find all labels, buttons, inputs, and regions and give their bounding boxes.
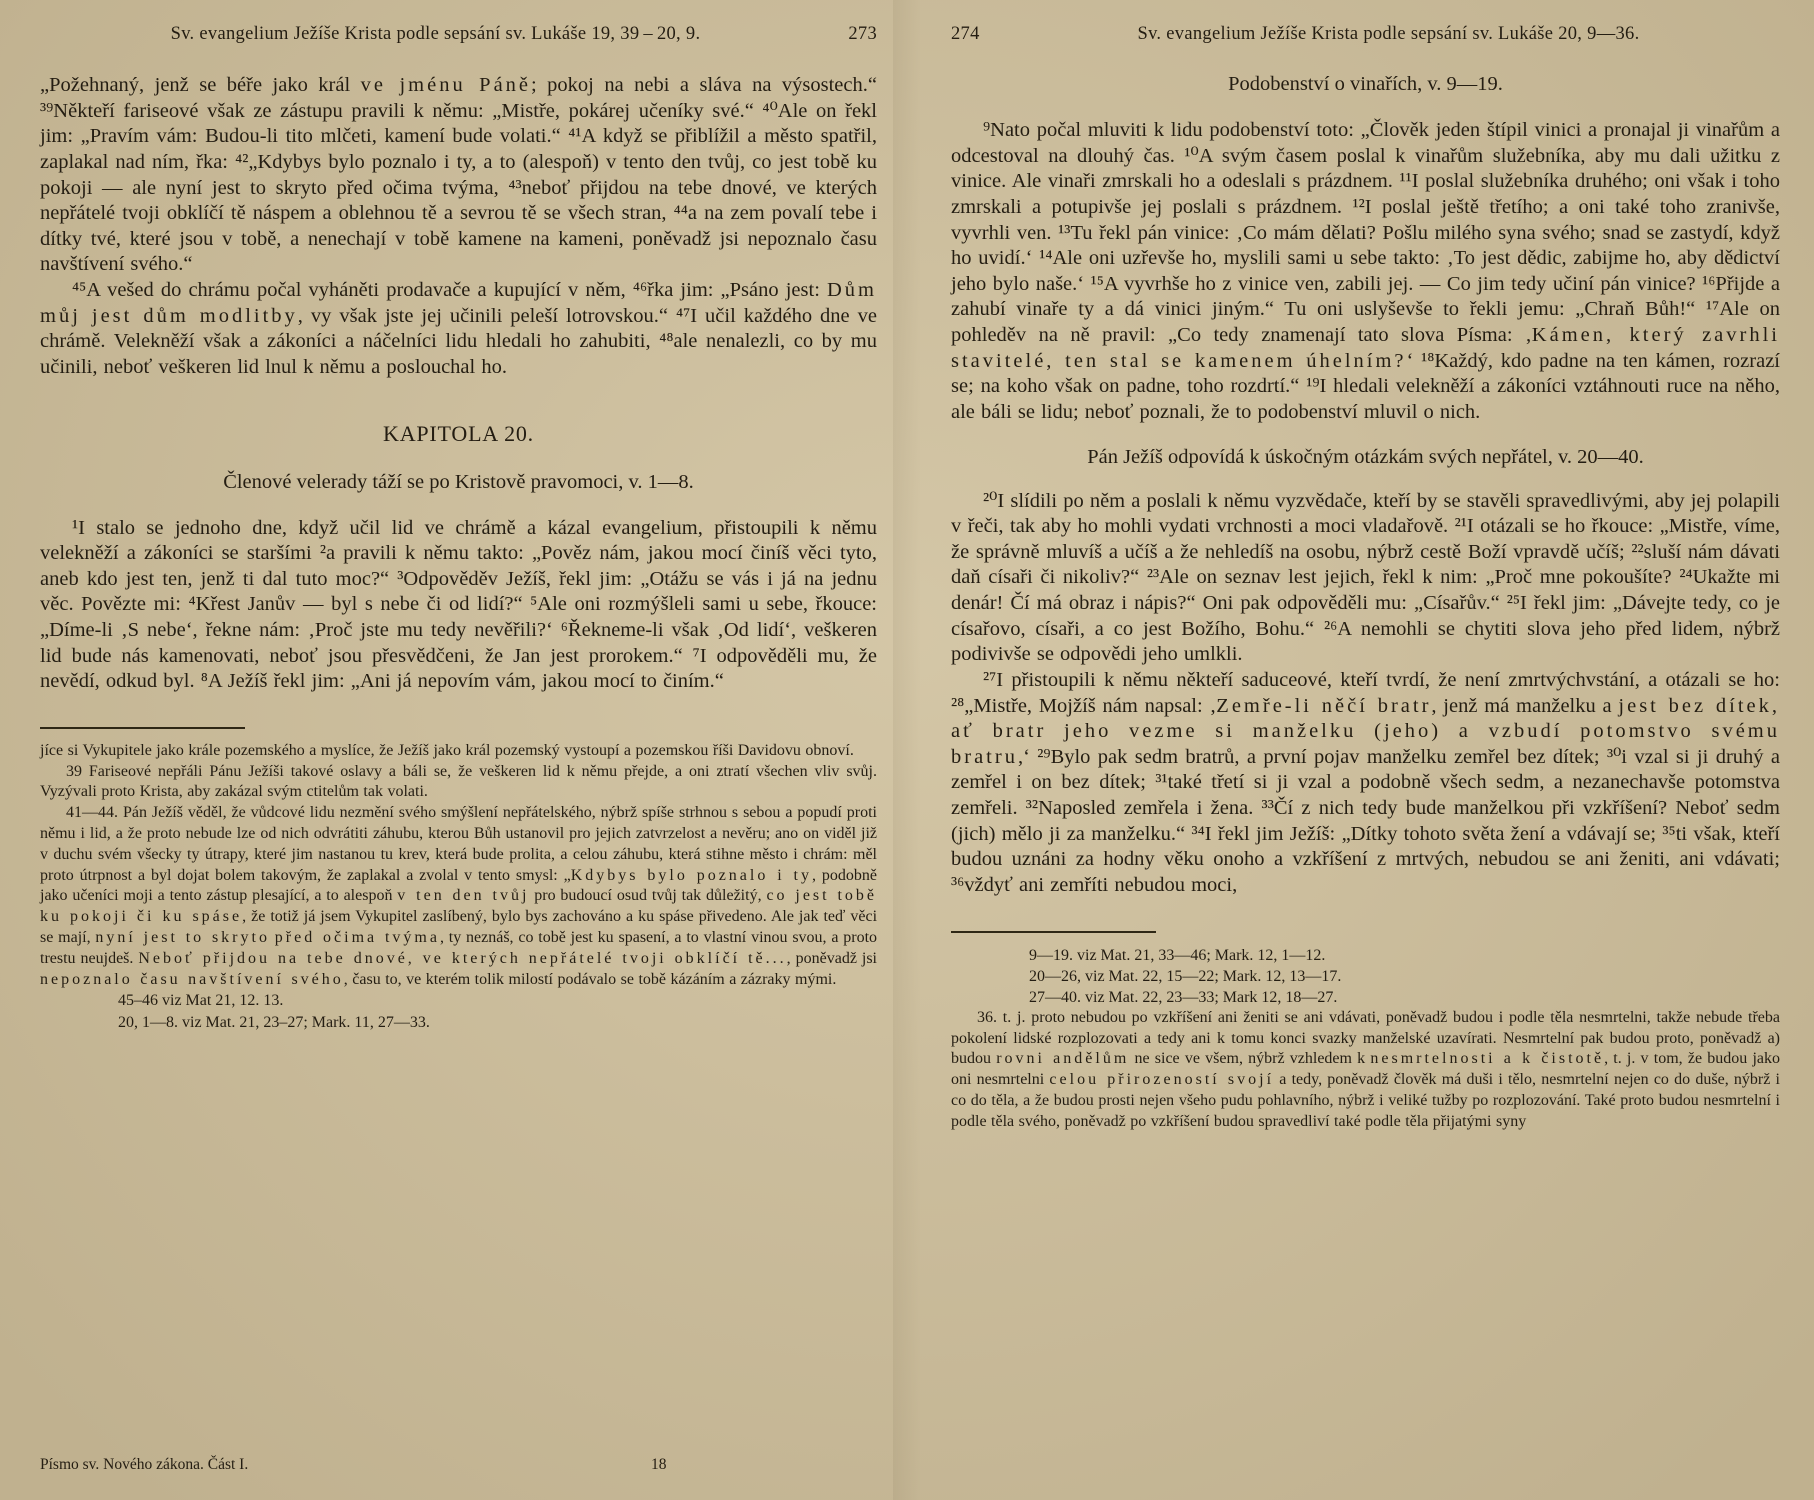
footnote [40, 803, 877, 990]
text-run: , že totiž já jsem Vykupitel zaslíbený, bylo bys zachováno a ku spáse přivedeno. Ale jak teď věci se mají, [40, 908, 878, 947]
text-run: ⁴⁵A vešed do chrámu počal vyháněti prodavače a kupující v něm, ⁴⁶řka jim: „Psáno jest: [72, 279, 827, 301]
footnote-block [951, 931, 1780, 1133]
spaced-text: celou přirozeností svojí [1049, 1071, 1275, 1089]
text-run: , vy však jste jej učinili peleší lotrovskou.“ ⁴⁷I učil každého dne ve chrámě. Velekněží však a zákoníci a náčelníci lidu hledali ho zahubiti, ⁴⁸ale nenalezli, co by mu učinili, neboť veškeren lid lnul k němu a poslouchal ho. [40, 304, 877, 378]
page-footer [40, 1456, 877, 1474]
footnote-reference: 45–46 viz Mat 21, 12. 13. [118, 992, 284, 1010]
text-run: pro budoucí osud tvůj tak důležitý, [529, 887, 767, 905]
footnote-reference: 20, 1—8. viz Mat. 21, 23–27; Mark. 11, 27—33. [118, 1013, 430, 1031]
spaced-text: nesmrtelnosti a k čistotě [1370, 1050, 1605, 1068]
text-run: jíce si Vykupitele jako krále pozemského a myslíce, že Ježíš jako král pozemský vystoupí a pozemskou říši Davidovu obnoví. [40, 741, 854, 759]
spaced-text: rovni andělům [996, 1050, 1130, 1068]
text-run: ,‘ ²⁹Bylo pak sedm bratrů, a první pojav manželku zemřel bez dítek; ³⁰i vzal si ji druhý a zemřel i on bez dítek; ³¹také třetí si ji vzal a podobně všech sedm, a nezanechavše potomstva zemřeli. ³²Naposled zemřela i žena. ³³Čí z nich tedy bude manželkou při vzkříšení? Neboť sedm (jich) mělo ji za manželku.“ ³⁴I řekl jim Ježíš: „Dítky tohoto světa žení a vdávají se; ³⁵ti však, kteří budou uznáni za hodny věku onoho a vzkříšení z mrtvých, nebudou se ani ženiti, ani vdávati; ³⁶vždyť ani zemříti nebudou moci, [951, 745, 1780, 896]
footnote-separator [40, 727, 245, 729]
text-run: ¹I stalo se jednoho dne, když učil lid ve chrámě a kázal evangelium, přistoupili k němu velekněží a zákoníci se staršími ²a pravili k němu takto: „Pověz nám, jakou mocí činíš věci tyto, aneb kdo jest ten, jenž ti dal tuto moc?“ ³Odpověděv Ježíš, řekl jim: „Otážu se vás i já na jednu věc. Povězte mi: ⁴Křest Janův — byl s nebe či od lidí?“ ⁵Ale oni rozmýšleli sami u sebe, řkouce: „Díme-li ‚S nebe‘, řekne nám: ‚Proč jste mu tedy nevěřili?‘ ⁶Řekneme-li však ‚Od lidí‘, veškeren lid bude nás kamenovati, neboť jsou přesvědčeni, že Jan jest prorokem.“ ⁷I odpověděli mu, že nevědí, odkud byl. ⁸A Ježíš řekl jim: „Ani já nepovím vám, jakou mocí to činím.“ [40, 516, 877, 693]
text-run: ne sice ve všem, nýbrž vzhledem k [1129, 1050, 1371, 1068]
body-paragraph [951, 489, 1780, 668]
text-run: , jenž má manželku a [1431, 694, 1619, 717]
header-title: Sv. evangelium Ježíše Krista podle sepsání sv. Lukáše 20, 9—36. [1137, 24, 1640, 44]
body-paragraph [40, 278, 877, 381]
body-paragraph [40, 516, 877, 695]
spaced-text: Kdybys bylo poznalo i ty [570, 866, 813, 884]
footnote [951, 1008, 1780, 1133]
body-paragraph [951, 118, 1780, 426]
imprint: Písmo sv. Nového zákona. Část I. [40, 1456, 249, 1473]
section-heading: Podobenství o vinařích, v. 9—19. [1228, 73, 1503, 95]
footer-page-number: 18 [651, 1456, 667, 1473]
text-run: , podobně jako učeníci moji a tento zástup plesající, a to alespoň [40, 866, 878, 905]
text-run: a tedy, poněvadž člověk má duši i tělo, nesmrtelní nejen co do duše, nýbrž i co do těla, a že budou prosti nejen všeho pudu pohlavního, nýbrž i veliké tužby po rozplozování. Také proto budou nesmrtelní i podle těla svého, poněvadž po vzkříšení budou spravedliví také podle těla přijatými syny [951, 1071, 1781, 1130]
footnote [40, 741, 877, 762]
body-paragraph [40, 73, 877, 278]
running-header [40, 24, 877, 45]
spaced-text: jest bez dítek, ať bratr jeho vezme si manželku (jeho) a vzbudí potomstvo svému bratru [951, 694, 1780, 768]
spaced-text: co jest tobě ku pokoji či ku spáse [40, 887, 878, 926]
spaced-text: Dům můj jest dům modlitby [40, 279, 877, 327]
header-title: Sv. evangelium Ježíše Krista podle sepsání sv. Lukáše 19, 39 – 20, 9. [170, 24, 701, 44]
text-run: , t. j. v tom, že budou jako oni nesmrtelni [951, 1050, 1781, 1089]
text-run: , času to, ve kterém tolik milostí podávalo se tobě kázáním a zázraky mými. [343, 970, 837, 988]
spaced-text: před očima tvýma [274, 929, 440, 947]
page-number: 274 [951, 24, 980, 44]
text-run: , ty neznáš, co tobě jest ku spasení, a to vlastní vinou svou, a proto trestu neujdeš. [40, 929, 878, 967]
running-header [951, 24, 1780, 45]
footnote-block [40, 727, 877, 1033]
page-number: 273 [848, 24, 877, 44]
text-run: ²⁷I přistoupili k němu někteří saduceové, kteří tvrdí, že není zmrtvýchvstání, a otázali se ho: ²⁸„Mistře, Mojžíš nám napsal: ‚ [951, 668, 1780, 717]
spaced-text: ve jménu Páně [360, 74, 532, 96]
footnote-reference: 9—19. viz Mat. 21, 33—46; Mark. 12, 1—12. [1029, 946, 1326, 964]
body-paragraph [951, 668, 1780, 899]
text-run: 41—44. Pán Ježíš věděl, že vůdcové lidu nezmění svého smýšlení nepřátelského, nýbrž spíše strhnou s sebou a popudí proti němu i lid, a že proto nebude lze od nich odvrátiti záhubu, kterou Bůh ustanovil pro jejich zatvrzelost a nevěru; ano on viděl již v duchu svém všecky ty útrapy, které jim nastanou tu krev, která bude prolita, a celou záhubu, která stihne město i chrám: měl proto útrpnost a byl dojat bolem takovým, že zaplakal a zvolal v tento smysl: „ [40, 804, 877, 884]
spaced-text: Zemře-li něčí bratr [1216, 694, 1432, 717]
text-run: , poněvadž jsi [786, 949, 877, 967]
spaced-text: v ten den tvůj [397, 887, 530, 905]
footnote-reference: 20—26, viz Mat. 22, 15—22; Mark. 12, 13—17. [1029, 967, 1342, 985]
text-run: 36. t. j. proto nebudou po vzkříšení ani ženiti se ani vdávati, poněvadž budou i podle těla nesmrtelni, takže nebude třeba pokolení lidské rozplozovati a tedy ani k tomu konci svazky manželské uzavírati. Nesmrtelní pak budou proto, poněvadž a) budou [951, 1008, 1780, 1068]
text-run: ‘ ¹⁸Každý, kdo padne na ten kámen, rozrazí se; na koho však on padne, toho rozdrtí.“ ¹⁹I hledali velekněží a zákoníci vztáhnouti ruce na něho, ale báli se lidu; neboť poznali, že to podobenství mluvil o nich. [951, 349, 1780, 423]
chapter-heading: KAPITOLA 20. [383, 420, 534, 446]
text-run: „Požehnaný, jenž se béře jako král [40, 74, 361, 96]
spaced-text: nepoznalo času navštívení svého [40, 970, 344, 988]
footnote-separator [951, 931, 1156, 933]
spaced-text: nyní jest to skryto [95, 929, 270, 947]
spaced-text: Neboť přijdou na tebe dnové, ve kterých nepřátelé tvoji obklíčí tě... [138, 949, 787, 967]
text-run: ⁹Nato počal mluviti k lidu podobenství toto: „Člověk jeden štípil vinici a pronajal ji vinařům a odcestoval na dlouhý čas. ¹⁰A svým časem poslal k vinařům služebníka, aby mu dali užitku z vinice. Ale vinaři zmrskali ho a odeslali s prázdnem. ¹¹I poslal služebníka druhého; oni však i toho zmrskali a potupivše jej poslali s prázdnem. ¹²I poslal ještě třetího; a oni také toho zranivše, vyvrhli ven. ¹³Tu řekl pán vinice: ‚Co mám dělati? Pošlu milého syna svého; snad se zastydí, když ho uvidí.‘ ¹⁴Ale oni uzřevše ho, myslili sami u sebe takto: ‚To jest dědic, zabijme ho, aby dědictví jeho bylo naše.‘ ¹⁵A vyvrhše ho z vinice ven, zabili jej. — Co jim tedy učiní pán vinice? ¹⁶Přijde a zahubí vinaře ty a dá vinici jiným.“ Tu oni uslyševše to řekli jemu: „Chraň Bůh!“ ¹⁷Ale on pohleděv na ně pravil: „Co tedy znamenají tato slova Písma: ‚ [951, 119, 1780, 346]
footnote [40, 762, 877, 804]
page-right [907, 0, 1814, 1500]
section-heading: Pán Ježíš odpovídá k úskočným otázkám svých nepřátel, v. 20—40. [1087, 445, 1644, 468]
text-run: 39 Fariseové nepřáli Pánu Ježíši takové oslavy a báli se, že veškeren lid k němu přejde, a oni ztratí všechen vliv svůj. Vyzývali proto Krista, aby zakázal svým ctitelům tak volati. [40, 762, 877, 801]
section-heading: Členové velerady táží se po Kristově pravomoci, v. 1—8. [223, 470, 694, 493]
spaced-text: Kámen, který zavrhli stavitelé, ten stal se kamenem úhelním? [951, 324, 1781, 372]
text-run: ²⁰I slídili po něm a poslali k němu vyzvědače, kteří by se stavěli spravedlivými, aby jej polapili v řeči, tak aby ho mohli vydati vrchnosti a moci vladařově. ²¹I otázali se ho řkouce: „Mistře, víme, že správně mluvíš a učíš a že nehledíš na osobu, nýbrž cestě Boží vpravdě učíš; ²²sluší nám dávati daň císaři či nikoliv?“ ²³Ale on seznav lest jejich, řekl k nim: „Proč mne pokoušíte? ²⁴Ukažte mi denár! Čí má obraz i nápis?“ Oni pak odpověděli mu: „Císařův.“ ²⁵I řekl jim: „Dávejte tedy, co je císařovo, císaři, a co jest Božího, Bohu.“ ²⁶A nemohli se chytiti slova jeho před lidem, nýbrž podivivše se odpovědi jeho umlkli. [951, 489, 1780, 666]
text-run: ; pokoj na nebi a sláva na výsostech.“ ³⁹Někteří fariseové však ze zástupu pravili k němu: „Mistře, pokárej učeníky své.“ ⁴⁰Ale on řekl jim: „Pravím vám: Budou-li tito mlčeti, kamení bude volati.“ ⁴¹A když se přiblížil a město spatřil, zaplakal nad ním, řka: ⁴²„Kdybys bylo poznalo i ty, a to (alespoň) v tento den tvůj, co jest tobě ku pokoji — ale nyní jest to skryto před očima tvýma, ⁴³neboť přijdou na tebe dnové, ve kterých nepřátelé tvoji obklíčí tě náspem a oblehnou tě a sevrou tě se všech stran, ⁴⁴a na zem povalí tebe i dítky tvé, které jsou v tobě, a nenechají v tobě kamene na kameni, poněvadž jsi nepoznalo času navštívení svého.“ [40, 74, 877, 276]
footnote-reference: 27—40. viz Mat. 22, 23—33; Mark 12, 18—27. [1029, 988, 1338, 1006]
